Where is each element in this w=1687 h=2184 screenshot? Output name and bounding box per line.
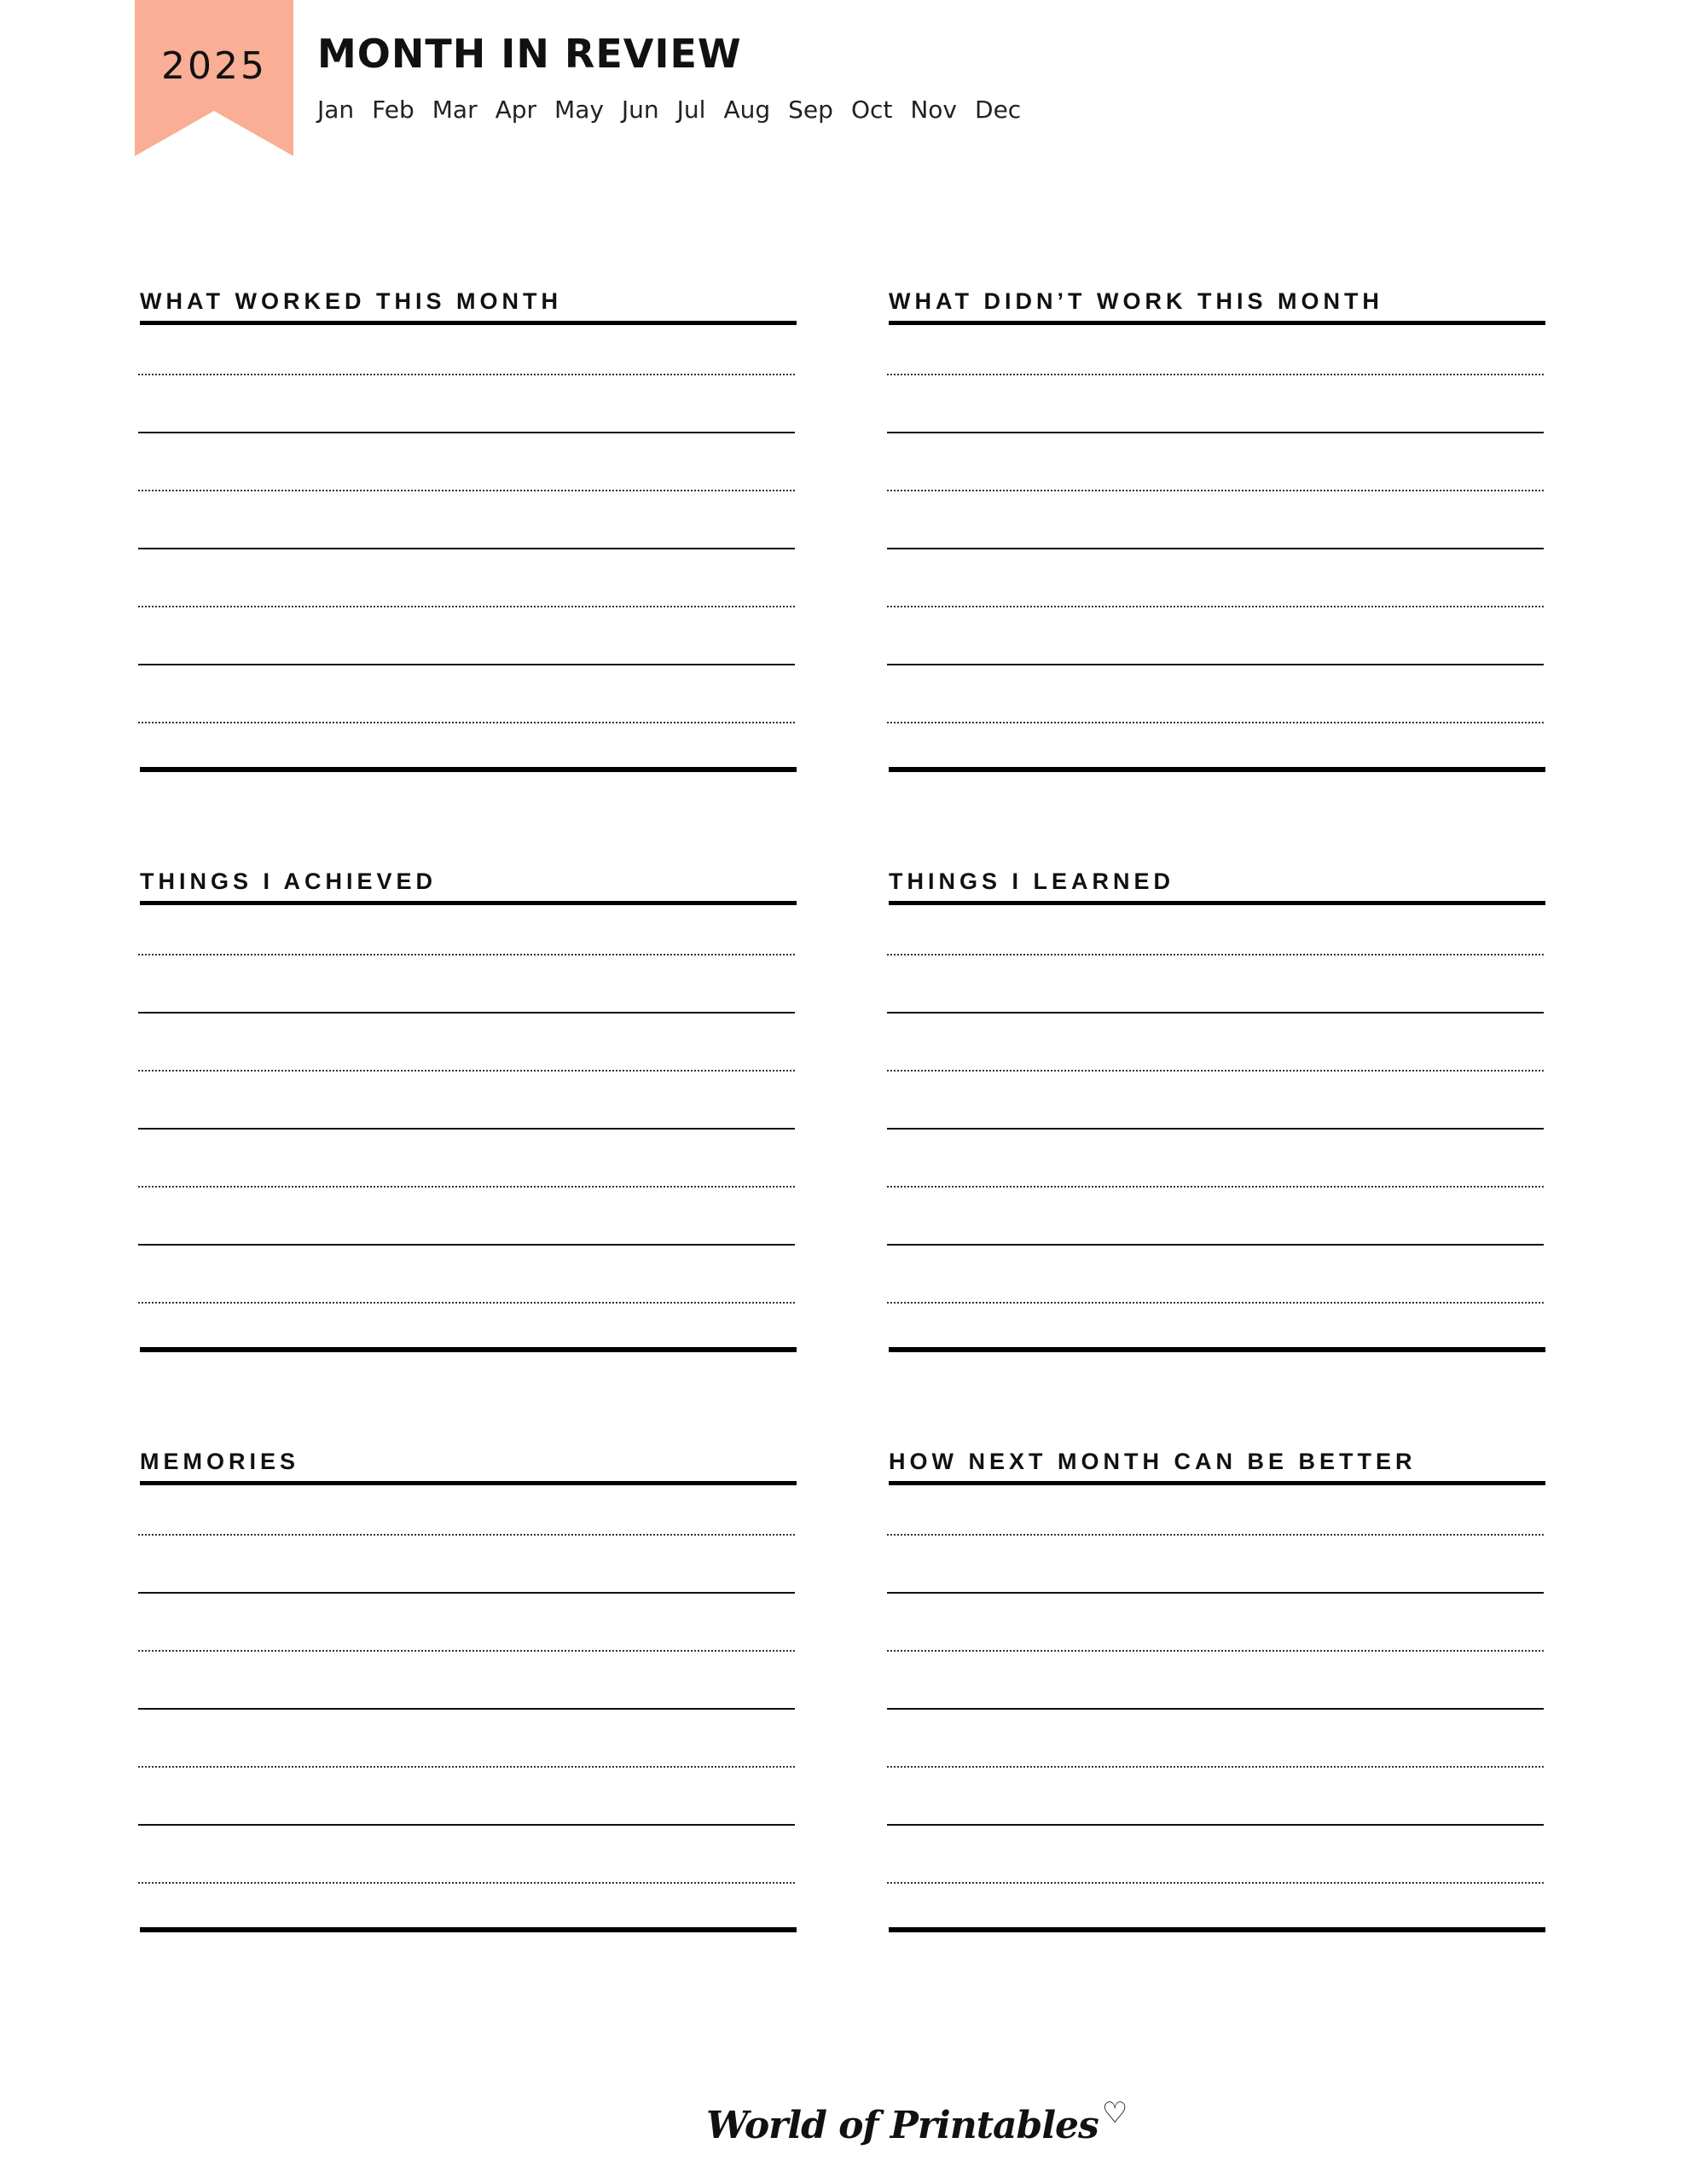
month-oct[interactable]: Oct bbox=[850, 96, 893, 124]
section-heading: HOW NEXT MONTH CAN BE BETTER bbox=[889, 1449, 1417, 1474]
dotted-writing-line[interactable] bbox=[887, 954, 1544, 956]
solid-writing-line[interactable] bbox=[887, 432, 1544, 433]
heading-rule bbox=[889, 901, 1545, 905]
month-jun[interactable]: Jun bbox=[621, 96, 659, 124]
dotted-writing-line[interactable] bbox=[138, 1766, 795, 1768]
section-bottom-rule bbox=[140, 1347, 797, 1352]
section-bottom-rule bbox=[889, 1927, 1545, 1932]
dotted-writing-line[interactable] bbox=[138, 1070, 795, 1072]
section-heading: WHAT WORKED THIS MONTH bbox=[140, 288, 562, 314]
section-bottom-rule bbox=[140, 1927, 797, 1932]
solid-writing-line[interactable] bbox=[887, 1244, 1544, 1246]
section-heading: THINGS I LEARNED bbox=[889, 868, 1175, 894]
solid-writing-line[interactable] bbox=[138, 1592, 795, 1594]
dotted-writing-line[interactable] bbox=[887, 1650, 1544, 1652]
section-things-achieved bbox=[135, 868, 791, 1363]
solid-writing-line[interactable] bbox=[138, 664, 795, 665]
page-title: MONTH IN REVIEW bbox=[317, 31, 742, 77]
dotted-writing-line[interactable] bbox=[887, 1302, 1544, 1304]
dotted-writing-line[interactable] bbox=[138, 1186, 795, 1188]
brand-logo-text: World of Printables bbox=[706, 2104, 1099, 2147]
solid-writing-line[interactable] bbox=[138, 1128, 795, 1130]
month-sep[interactable]: Sep bbox=[788, 96, 833, 124]
month-jul[interactable]: Jul bbox=[676, 96, 706, 124]
solid-writing-line[interactable] bbox=[138, 1824, 795, 1826]
month-mar[interactable]: Mar bbox=[432, 96, 478, 124]
month-may[interactable]: May bbox=[554, 96, 604, 124]
dotted-writing-line[interactable] bbox=[138, 1302, 795, 1304]
dotted-writing-line[interactable] bbox=[887, 1070, 1544, 1072]
dotted-writing-line[interactable] bbox=[138, 1534, 795, 1536]
solid-writing-line[interactable] bbox=[138, 1012, 795, 1014]
dotted-writing-line[interactable] bbox=[138, 490, 795, 491]
solid-writing-line[interactable] bbox=[887, 1592, 1544, 1594]
heading-rule bbox=[889, 1481, 1545, 1485]
dotted-writing-line[interactable] bbox=[138, 374, 795, 375]
solid-writing-line[interactable] bbox=[138, 432, 795, 433]
brand-logo bbox=[706, 2096, 1128, 2147]
section-things-learned bbox=[884, 868, 1540, 1363]
dotted-writing-line[interactable] bbox=[138, 954, 795, 956]
month-apr[interactable]: Apr bbox=[495, 96, 537, 124]
month-feb[interactable]: Feb bbox=[372, 96, 415, 124]
dotted-writing-line[interactable] bbox=[887, 490, 1544, 491]
section-what-didnt-work bbox=[884, 288, 1540, 783]
section-heading: THINGS I ACHIEVED bbox=[140, 868, 438, 894]
section-bottom-rule bbox=[889, 767, 1545, 772]
section-next-month-better bbox=[884, 1449, 1540, 1943]
year-ribbon bbox=[135, 0, 293, 156]
section-bottom-rule bbox=[889, 1347, 1545, 1352]
section-heading: WHAT DIDN’T WORK THIS MONTH bbox=[889, 288, 1383, 314]
month-aug[interactable]: Aug bbox=[723, 96, 771, 124]
dotted-writing-line[interactable] bbox=[138, 1650, 795, 1652]
dotted-writing-line[interactable] bbox=[887, 1766, 1544, 1768]
dotted-writing-line[interactable] bbox=[138, 722, 795, 723]
dotted-writing-line[interactable] bbox=[887, 606, 1544, 607]
dotted-writing-line[interactable] bbox=[887, 374, 1544, 375]
section-heading: MEMORIES bbox=[140, 1449, 300, 1474]
solid-writing-line[interactable] bbox=[138, 1708, 795, 1710]
solid-writing-line[interactable] bbox=[887, 548, 1544, 549]
heading-rule bbox=[140, 321, 797, 325]
dotted-writing-line[interactable] bbox=[887, 1534, 1544, 1536]
solid-writing-line[interactable] bbox=[887, 1012, 1544, 1014]
solid-writing-line[interactable] bbox=[887, 1708, 1544, 1710]
solid-writing-line[interactable] bbox=[887, 1128, 1544, 1130]
heading-rule bbox=[140, 1481, 797, 1485]
section-what-worked bbox=[135, 288, 791, 783]
solid-writing-line[interactable] bbox=[887, 664, 1544, 665]
dotted-writing-line[interactable] bbox=[887, 1186, 1544, 1188]
dotted-writing-line[interactable] bbox=[887, 722, 1544, 723]
dotted-writing-line[interactable] bbox=[887, 1882, 1544, 1884]
heading-rule bbox=[889, 321, 1545, 325]
solid-writing-line[interactable] bbox=[887, 1824, 1544, 1826]
solid-writing-line[interactable] bbox=[138, 1244, 795, 1246]
month-jan[interactable]: Jan bbox=[317, 96, 355, 124]
month-nov[interactable]: Nov bbox=[910, 96, 958, 124]
year-label: 2025 bbox=[161, 44, 267, 88]
heart-icon: ♡ bbox=[1101, 2096, 1128, 2130]
section-bottom-rule bbox=[140, 767, 797, 772]
section-memories bbox=[135, 1449, 791, 1943]
month-list bbox=[317, 96, 1021, 124]
dotted-writing-line[interactable] bbox=[138, 606, 795, 607]
month-dec[interactable]: Dec bbox=[975, 96, 1022, 124]
heading-rule bbox=[140, 901, 797, 905]
dotted-writing-line[interactable] bbox=[138, 1882, 795, 1884]
solid-writing-line[interactable] bbox=[138, 548, 795, 549]
